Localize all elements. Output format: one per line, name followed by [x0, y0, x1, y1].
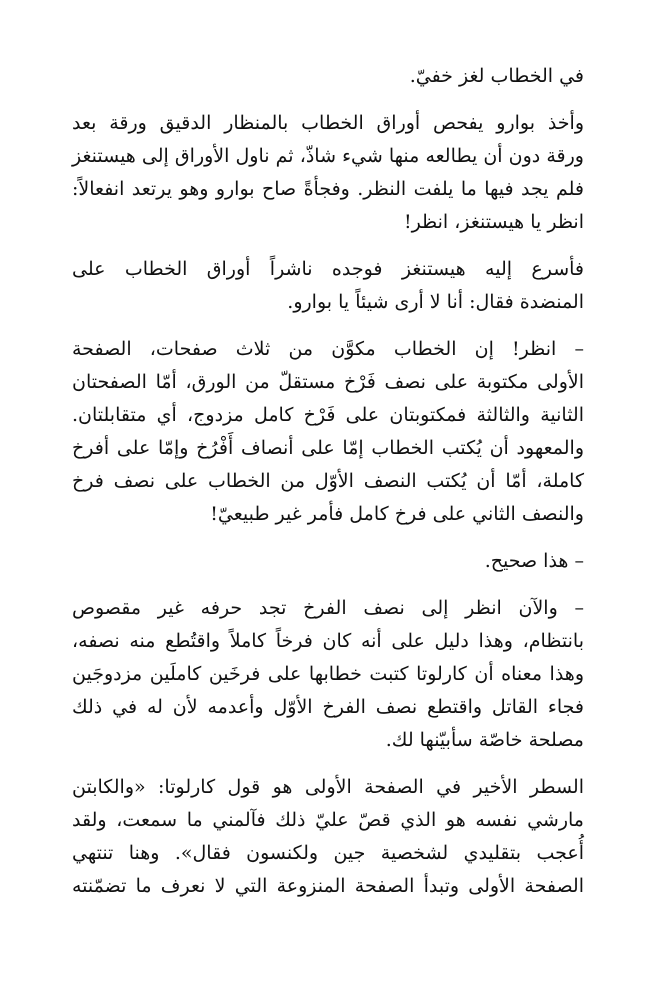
paragraph [72, 545, 584, 578]
text-line: والمعهود أن يُكتب الخطاب إمّا على أنصاف أَفْرُخ وإمّا على أفرخ [72, 437, 584, 459]
text-line: – انظر! إن الخطاب مكوَّن من ثلاث صفحات، الصفحة [72, 338, 584, 360]
paragraph [72, 107, 584, 239]
paragraph [72, 253, 584, 319]
text-line: انظر يا هيستنغز، انظر! [403, 211, 584, 233]
text-line: الثانية والثالثة فمكتوبتان على فَرْخ كامل مزدوج، أي متقابلتان. [72, 404, 584, 426]
text-line: فجاء القاتل واقتطع نصف الفرخ الأوّل وأعدمه لأن له في ذلك [72, 696, 584, 718]
text-line: والنصف الثاني على فرخ كامل فأمر غير طبيعيّ! [210, 503, 584, 525]
text-line: مارشي نفسه هو الذي قصّ عليّ ذلك فآلمني ما سمعت، ولقد [72, 809, 584, 831]
text-line: وأخذ بوارو يفحص أوراق الخطاب بالمنظار الدقيق ورقة بعد [72, 112, 584, 134]
text-line: – والآن انظر إلى نصف الفرخ تجد حرفه غير مقصوص [72, 597, 584, 619]
paragraph [72, 771, 584, 903]
text-line: في الخطاب لغز خفيّ. [409, 65, 584, 87]
text-line: المنضدة فقال: أنا لا أرى شيئاً يا بوارو. [287, 291, 584, 313]
text-line: فلم يجد فيها ما يلفت النظر. وفجأةً صاح بوارو وهو يرتعد انفعالاً: [72, 178, 584, 200]
text-line: – هذا صحيح. [484, 550, 584, 572]
text-line: الصفحة الأولى وتبدأ الصفحة المنزوعة التي لا نعرف ما تضمّنته [72, 875, 584, 897]
text-line: فأسرع إليه هيستنغز فوجده ناشراً أوراق الخطاب على [72, 258, 584, 280]
text-line: أُعجب بتقليدي لشخصية جين ولكنسون فقال». وهنا تنتهي [72, 842, 584, 864]
text-line: كاملة، أمّا أن يُكتب النصف الأوّل من الخطاب على نصف فرخ [72, 470, 584, 492]
text-line: ورقة دون أن يطالعه منها شيء شاذّ، ثم ناول الأوراق إلى هيستنغز [72, 145, 584, 167]
text-line: وهذا معناه أن كارلوتا كتبت خطابها على فرخَين كاملَين مزدوجَين [72, 663, 584, 685]
text-line: الأولى مكتوبة على نصف فَرْخ مستقلّ من الورق، أمّا الصفحتان [72, 371, 584, 393]
text-line: السطر الأخير في الصفحة الأولى هو قول كارلوتا: «والكابتن [72, 776, 584, 798]
paragraph [72, 592, 584, 757]
book-page [72, 60, 584, 917]
paragraph [72, 60, 584, 93]
paragraph [72, 333, 584, 531]
text-line: مصلحة خاصّة سأبيّنها لك. [385, 729, 584, 751]
text-line: بانتظام، وهذا دليل على أنه كان فرخاً كاملاً واقتُطع منه نصفه، [72, 630, 584, 652]
